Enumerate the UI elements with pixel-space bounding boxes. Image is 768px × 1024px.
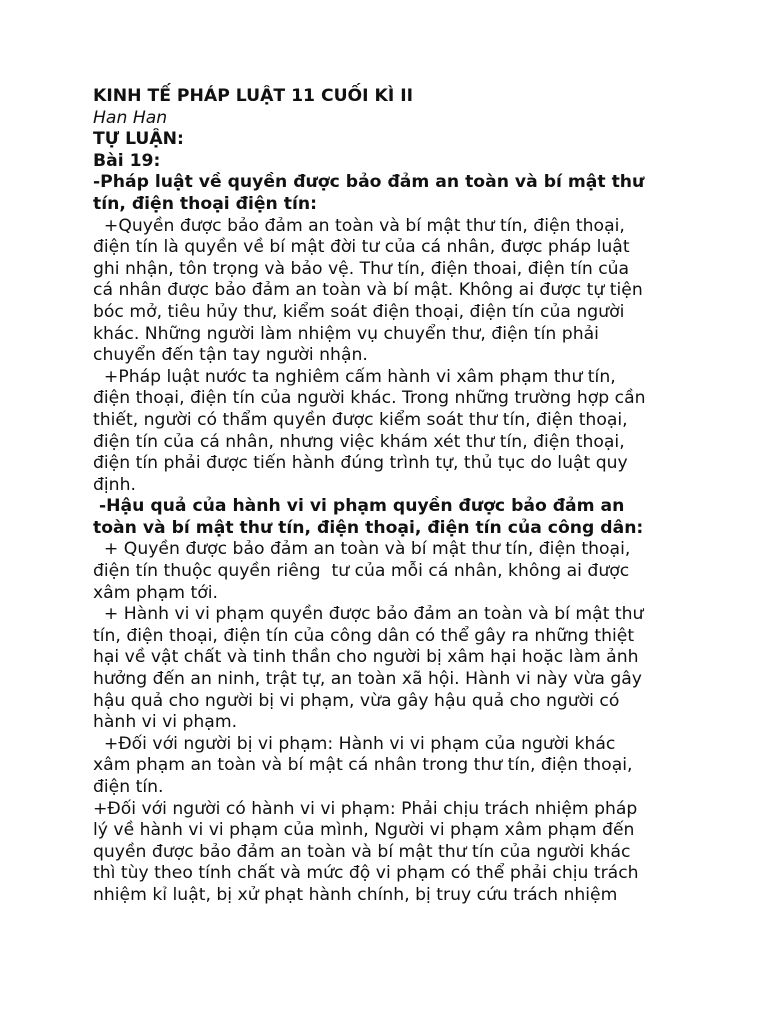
body-text-line: hành vi vi phạm. — [93, 712, 238, 733]
body-text-line: xâm phạm tới. — [93, 582, 218, 603]
document-body — [93, 172, 693, 906]
body-text-line: điện tín phải được tiến hành đúng trình tự, thủ tục do luật quy — [93, 453, 628, 474]
body-heading-line: toàn và bí mật thư tín, điện thoại, điện tín của công dân: — [93, 517, 644, 538]
body-text-line: thì tùy theo tính chất và mức độ vi phạm có thể phải chịu trách — [93, 863, 639, 884]
body-text-line: + Hành vi vi phạm quyền được bảo đảm an toàn và bí mật thư — [93, 604, 644, 625]
body-text-line: +Pháp luật nước ta nghiêm cấm hành vi xâm phạm thư tín, — [93, 366, 616, 387]
document-page — [93, 86, 693, 907]
lesson-heading: Bài 19: — [93, 150, 161, 171]
body-text-line: quyền được bảo đảm an toàn và bí mật thư tín của người khác — [93, 841, 631, 862]
body-text-line: xâm phạm an toàn và bí mật cá nhân trong thư tín, điện thoại, — [93, 755, 633, 776]
body-text-line: khác. Những người làm nhiệm vụ chuyển thư, điện tín phải — [93, 323, 599, 344]
body-text-line: ghi nhận, tôn trọng và bảo vệ. Thư tín, điện thoai, điện tín của — [93, 258, 630, 279]
body-text-line: điện thoại, điện tín của người khác. Trong những trường hợp cần — [93, 388, 646, 409]
body-text-line: điện tín của cá nhân, nhưng việc khám xét thư tín, điện thoại, — [93, 431, 625, 452]
body-text-line: +Quyền được bảo đảm an toàn và bí mật thư tín, điện thoại, — [93, 215, 625, 236]
body-text-line: thiết, người có thẩm quyền được kiểm soát thư tín, điện thoại, — [93, 409, 628, 430]
section-heading: TỰ LUẬN: — [93, 129, 184, 150]
body-text-line: định. — [93, 474, 136, 495]
body-text-line: chuyển đến tận tay người nhận. — [93, 345, 368, 366]
body-text-line: hưởng đến an ninh, trật tự, an toàn xã hội. Hành vi này vừa gây — [93, 669, 642, 690]
document-title: KINH TẾ PHÁP LUẬT 11 CUỐI KÌ II — [93, 86, 414, 106]
body-text-line: cá nhân được bảo đảm an toàn và bí mật. Không ai được tự tiện — [93, 280, 643, 301]
body-text-line: điện tín là quyền về bí mật đời tư của cá nhân, được pháp luật — [93, 237, 630, 258]
body-text-line: tín, điện thoại, điện tín của công dân có thể gây ra những thiệt — [93, 625, 635, 646]
body-text-line: +Đối với người bị vi phạm: Hành vi vi phạm của người khác — [93, 733, 616, 754]
body-text-line: điện tín. — [93, 777, 164, 797]
body-text-line: hại về vật chất và tinh thần cho người bị xâm hại hoặc làm ảnh — [93, 647, 639, 668]
body-text-line: hậu quả cho người bị vi phạm, vừa gây hậu quả cho người có — [93, 690, 620, 711]
body-text-line: +Đối với người có hành vi vi phạm: Phải chịu trách nhiệm pháp — [93, 798, 638, 819]
body-heading-line: -Pháp luật về quyền được bảo đảm an toàn và bí mật thư — [93, 172, 645, 193]
body-text-line: bóc mở, tiêu hủy thư, kiểm soát điện thoại, điện tín của người — [93, 301, 625, 322]
body-text-line: + Quyền được bảo đảm an toàn và bí mật thư tín, điện thoại, — [93, 539, 631, 560]
body-text-line: lý về hành vi vi phạm của mình, Người vi phạm xâm phạm đến — [93, 820, 635, 841]
body-heading-line: tín, điện thoại điện tín: — [93, 193, 317, 214]
author-name: Han Han — [93, 107, 168, 128]
body-heading-line: -Hậu quả của hành vi vi phạm quyền được bảo đảm an — [93, 496, 625, 517]
body-text-line: điện tín thuộc quyền riêng tư của mỗi cá nhân, không ai được — [93, 561, 630, 582]
body-text-line: nhiệm kỉ luật, bị xử phạt hành chính, bị truy cứu trách nhiệm — [93, 884, 618, 905]
